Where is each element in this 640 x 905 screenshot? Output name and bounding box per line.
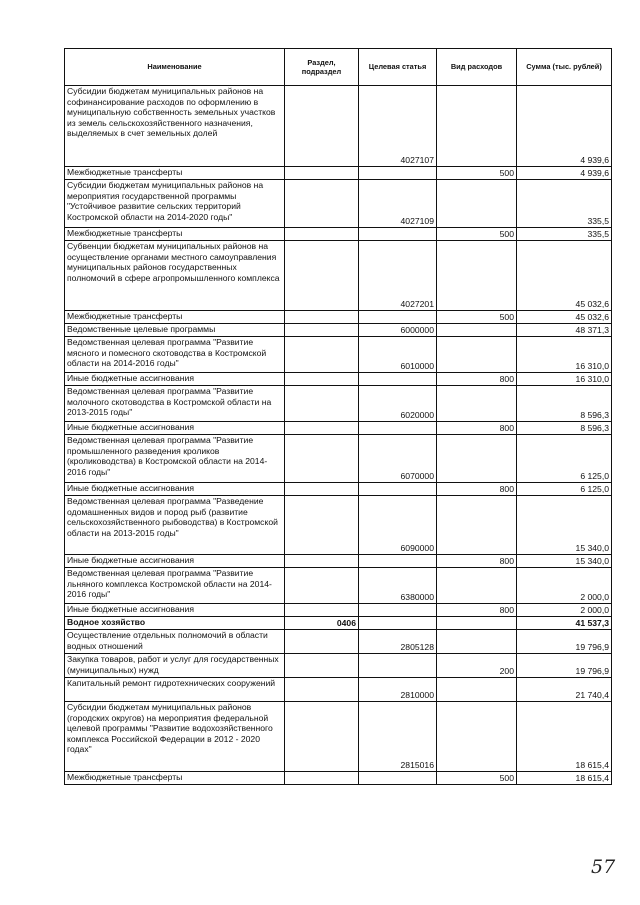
cell-sum: 18 615,4 [517, 772, 612, 785]
table-row [65, 228, 612, 241]
cell-type: 500 [437, 311, 517, 324]
cell-target: 6020000 [359, 386, 437, 422]
cell-section [285, 241, 359, 311]
table-body [65, 86, 612, 785]
cell-section [285, 604, 359, 617]
cell-target [359, 311, 437, 324]
cell-target: 4027109 [359, 180, 437, 228]
cell-target: 6000000 [359, 324, 437, 337]
cell-section [285, 555, 359, 568]
table-row [65, 86, 612, 167]
cell-section [285, 772, 359, 785]
cell-type [437, 435, 517, 483]
cell-name: Иные бюджетные ассигнования [65, 483, 285, 496]
table-row [65, 483, 612, 496]
cell-target [359, 555, 437, 568]
cell-target [359, 167, 437, 180]
cell-type [437, 617, 517, 630]
cell-sum: 41 537,3 [517, 617, 612, 630]
cell-type: 800 [437, 422, 517, 435]
cell-name: Ведомственные целевые программы [65, 324, 285, 337]
table-row [65, 654, 612, 678]
table-row [65, 702, 612, 772]
cell-section: 0406 [285, 617, 359, 630]
cell-target [359, 483, 437, 496]
table-row [65, 496, 612, 555]
cell-name: Субвенции бюджетам муниципальных районов на осуществление органами местного самоуправления муниципальных районов государственных полномочий в сфере агропромышленного комплекса [65, 241, 285, 311]
cell-type: 200 [437, 654, 517, 678]
table-row [65, 678, 612, 702]
cell-sum: 8 596,3 [517, 422, 612, 435]
cell-section [285, 86, 359, 167]
cell-name: Субсидии бюджетам муниципальных районов (городских округов) на мероприятия федеральной целевой программы "Развитие водохозяйственного комплекса Российской Федерации в 2012 - 2020 годах" [65, 702, 285, 772]
page-number: 57 [591, 856, 616, 878]
cell-name: Осуществление отдельных полномочий в области водных отношений [65, 630, 285, 654]
table-header-row [65, 49, 612, 86]
table-row [65, 180, 612, 228]
header-name: Наименование [65, 49, 285, 86]
cell-sum: 8 596,3 [517, 386, 612, 422]
cell-name: Субсидии бюджетам муниципальных районов на софинансирование расходов по оформлению в муниципальную собственность земельных участков из земель сельскохозяйственного назначения, выделяемых в счет земельных долей [65, 86, 285, 167]
cell-target: 2810000 [359, 678, 437, 702]
table-row [65, 311, 612, 324]
cell-section [285, 702, 359, 772]
cell-section [285, 483, 359, 496]
cell-name: Межбюджетные трансферты [65, 228, 285, 241]
header-type: Вид расходов [437, 49, 517, 86]
cell-section [285, 654, 359, 678]
cell-sum: 6 125,0 [517, 435, 612, 483]
cell-section [285, 630, 359, 654]
table-row [65, 167, 612, 180]
cell-sum: 45 032,6 [517, 311, 612, 324]
cell-sum: 19 796,9 [517, 630, 612, 654]
cell-name: Капитальный ремонт гидротехнических сооружений [65, 678, 285, 702]
table-row [65, 555, 612, 568]
cell-type [437, 678, 517, 702]
cell-name: Ведомственная целевая программа "Развитие льняного комплекса Костромской области на 2014-2016 годы" [65, 568, 285, 604]
cell-target: 4027107 [359, 86, 437, 167]
cell-target: 4027201 [359, 241, 437, 311]
cell-target [359, 373, 437, 386]
cell-target: 6070000 [359, 435, 437, 483]
cell-sum: 19 796,9 [517, 654, 612, 678]
cell-target [359, 604, 437, 617]
cell-sum: 45 032,6 [517, 241, 612, 311]
table-row [65, 324, 612, 337]
cell-type [437, 337, 517, 373]
cell-type [437, 386, 517, 422]
cell-sum: 15 340,0 [517, 496, 612, 555]
table-row [65, 373, 612, 386]
cell-type: 500 [437, 167, 517, 180]
cell-type: 800 [437, 483, 517, 496]
header-sum: Сумма (тыс. рублей) [517, 49, 612, 86]
cell-target [359, 422, 437, 435]
cell-type [437, 180, 517, 228]
cell-name: Иные бюджетные ассигнования [65, 604, 285, 617]
cell-name: Ведомственная целевая программа "Разведение одомашненных видов и пород рыб (развитие сельскохозяйственного рыбоводства) в Костромской области на 2013-2015 годы" [65, 496, 285, 555]
cell-name: Субсидии бюджетам муниципальных районов на мероприятия государственной программы "Устойчивое развитие сельских территорий Костромской области на 2014-2020 годы" [65, 180, 285, 228]
cell-section [285, 311, 359, 324]
cell-target [359, 617, 437, 630]
cell-type [437, 241, 517, 311]
cell-sum: 16 310,0 [517, 373, 612, 386]
cell-type [437, 324, 517, 337]
table-row [65, 630, 612, 654]
cell-name: Ведомственная целевая программа "Развитие мясного и помесного скотоводства в Костромской области на 2014-2016 годы" [65, 337, 285, 373]
table-row [65, 568, 612, 604]
cell-sum: 2 000,0 [517, 568, 612, 604]
cell-name: Закупка товаров, работ и услуг для государственных (муниципальных) нужд [65, 654, 285, 678]
cell-section [285, 167, 359, 180]
cell-target [359, 772, 437, 785]
cell-name: Межбюджетные трансферты [65, 311, 285, 324]
cell-section [285, 568, 359, 604]
cell-name: Иные бюджетные ассигнования [65, 422, 285, 435]
cell-name: Межбюджетные трансферты [65, 167, 285, 180]
cell-target: 6090000 [359, 496, 437, 555]
header-target: Целевая статья [359, 49, 437, 86]
cell-sum: 16 310,0 [517, 337, 612, 373]
cell-section [285, 422, 359, 435]
cell-section [285, 337, 359, 373]
cell-target: 6010000 [359, 337, 437, 373]
cell-section [285, 373, 359, 386]
table-row [65, 386, 612, 422]
cell-section [285, 228, 359, 241]
cell-target [359, 228, 437, 241]
cell-name: Ведомственная целевая программа "Развитие промышленного разведения кроликов (кролиководства) в Костромской области на 2014-2016 годы" [65, 435, 285, 483]
cell-type: 800 [437, 555, 517, 568]
cell-sum: 335,5 [517, 228, 612, 241]
cell-sum: 18 615,4 [517, 702, 612, 772]
cell-sum: 4 939,6 [517, 86, 612, 167]
cell-target [359, 654, 437, 678]
cell-type: 800 [437, 604, 517, 617]
cell-name: Межбюджетные трансферты [65, 772, 285, 785]
cell-section [285, 496, 359, 555]
cell-type [437, 86, 517, 167]
cell-sum: 6 125,0 [517, 483, 612, 496]
cell-section [285, 180, 359, 228]
header-section: Раздел, подраздел [285, 49, 359, 86]
cell-sum: 48 371,3 [517, 324, 612, 337]
cell-type: 800 [437, 373, 517, 386]
cell-type: 500 [437, 228, 517, 241]
cell-type: 500 [437, 772, 517, 785]
budget-table [64, 48, 612, 785]
cell-section [285, 324, 359, 337]
table-row [65, 604, 612, 617]
table-row [65, 337, 612, 373]
cell-section [285, 678, 359, 702]
table-row [65, 422, 612, 435]
cell-sum: 2 000,0 [517, 604, 612, 617]
cell-name: Иные бюджетные ассигнования [65, 555, 285, 568]
table-row [65, 435, 612, 483]
cell-name: Иные бюджетные ассигнования [65, 373, 285, 386]
cell-type [437, 568, 517, 604]
cell-section [285, 386, 359, 422]
cell-sum: 21 740,4 [517, 678, 612, 702]
cell-sum: 4 939,6 [517, 167, 612, 180]
cell-target: 6380000 [359, 568, 437, 604]
cell-type [437, 496, 517, 555]
cell-name: Ведомственная целевая программа "Развитие молочного скотоводства в Костромской области на 2013-2015 годы" [65, 386, 285, 422]
cell-type [437, 702, 517, 772]
cell-name: Водное хозяйство [65, 617, 285, 630]
cell-section [285, 435, 359, 483]
cell-target: 2805128 [359, 630, 437, 654]
cell-type [437, 630, 517, 654]
table-row [65, 617, 612, 630]
cell-sum: 15 340,0 [517, 555, 612, 568]
cell-target: 2815016 [359, 702, 437, 772]
table-row [65, 241, 612, 311]
table-row [65, 772, 612, 785]
cell-sum: 335,5 [517, 180, 612, 228]
